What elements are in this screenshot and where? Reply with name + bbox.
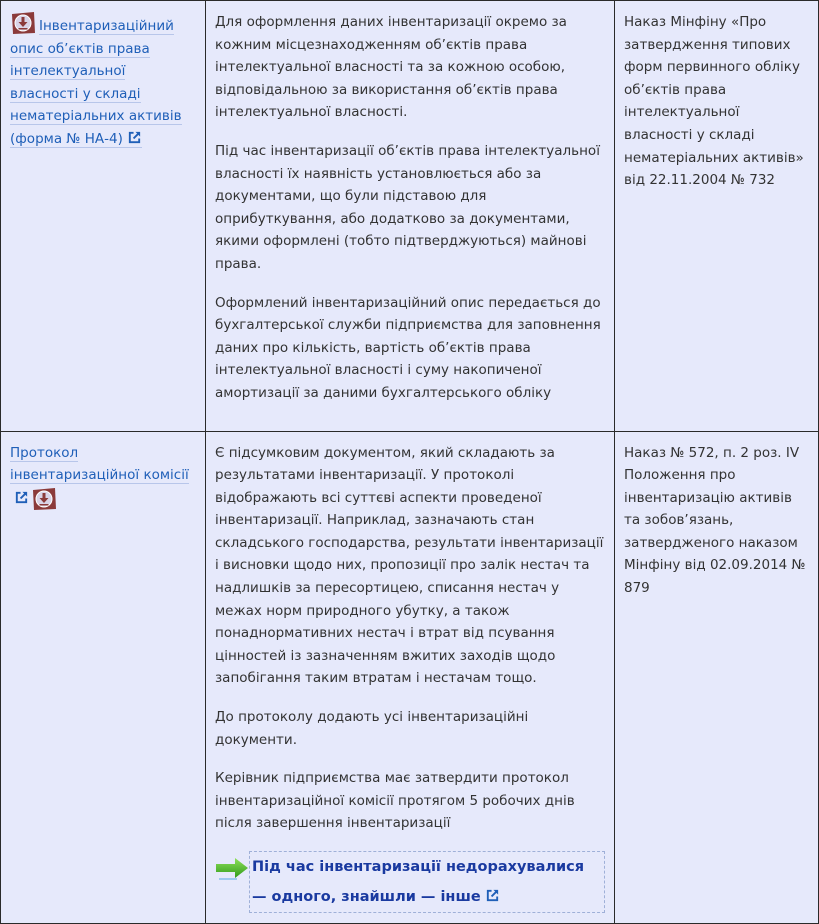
document-cell xyxy=(1,1,206,432)
description-paragraph: Керівник підприємства має затвердити протокол інвентаризаційної комісії протягом 5 робочих днів після завершення інвентаризації xyxy=(215,770,575,832)
table-row xyxy=(1,1,819,432)
download-icon[interactable] xyxy=(31,487,57,511)
description-cell xyxy=(206,1,615,432)
related-article-title: Під час інвентаризації недорахувалися — одного, знайшли — інше xyxy=(252,859,585,905)
basis-cell: Наказ № 572, п. 2 роз. IV Положення про інвентаризацію активів та зобов’язань, затвердженого наказом Мінфіну від 02.09.2014 № 879 xyxy=(615,431,819,924)
external-link-icon[interactable] xyxy=(127,130,142,145)
document-link-protocol[interactable] xyxy=(10,445,189,485)
description-paragraph: Є підсумковим документом, який складають за результатами інвентаризації. У протоколі відображають всі суттєві аспекти проведеної інвентаризації. Наприклад, зазначають стан складського господарства, результати інвентаризації і висновки щодо них, пропозиції про залік нестач та надлишків за пересортицею, списання нестач у межах норм природного убутку, а також понаднормативних нестач і втрат від псування цінностей із зазначенням вжитих заходів щодо запобігання таким втратам і нестачам тощо. xyxy=(215,444,604,687)
related-article-link[interactable] xyxy=(249,851,605,913)
document-title: Протокол інвентаризаційної комісії xyxy=(10,444,189,484)
download-icon[interactable] xyxy=(10,11,36,35)
external-link-icon[interactable] xyxy=(485,888,500,903)
document-cell xyxy=(1,431,206,924)
description-cell xyxy=(206,431,615,924)
description-paragraph: Для оформлення даних інвентаризації окремо за кожним місцезнаходженням об’єктів права інтелектуальної власності та за кожною особою, відповідальною за використання об’єктів права інтелектуальної власності. xyxy=(215,14,567,121)
table-row xyxy=(1,431,819,924)
document-link-na4[interactable] xyxy=(10,18,182,148)
related-article xyxy=(215,851,605,913)
external-link-icon[interactable] xyxy=(14,490,29,505)
document-title: Інвентаризаційний опис об’єктів права інтелектуальної власності у складі нематеріальних активів (форма № НА-4) xyxy=(10,18,182,147)
description-paragraph: До протоколу додають усі інвентаризаційні документи. xyxy=(215,709,529,748)
description-paragraph: Під час інвентаризації об’єктів права інтелектуальної власності їх наявність установлюється або за документами, що були підставою для оприбуткування, або додатково за документами, якими оформлені (тобто підтверджуються) майнові права. xyxy=(215,142,600,272)
description-paragraph: Оформлений інвентаризаційний опис передається до бухгалтерської служби підприємства для заповнення даних про кількість, вартість об’єктів права інтелектуальної власності і суму накопиченої амортизації за даними бухгалтерського обліку xyxy=(215,294,601,401)
green-arrow-icon xyxy=(215,857,249,883)
basis-cell: Наказ Мінфіну «Про затвердження типових форм первинного обліку об’єктів права інтелектуальної власності у складі нематеріальних активів» від 22.11.2004 № 732 xyxy=(615,1,819,432)
